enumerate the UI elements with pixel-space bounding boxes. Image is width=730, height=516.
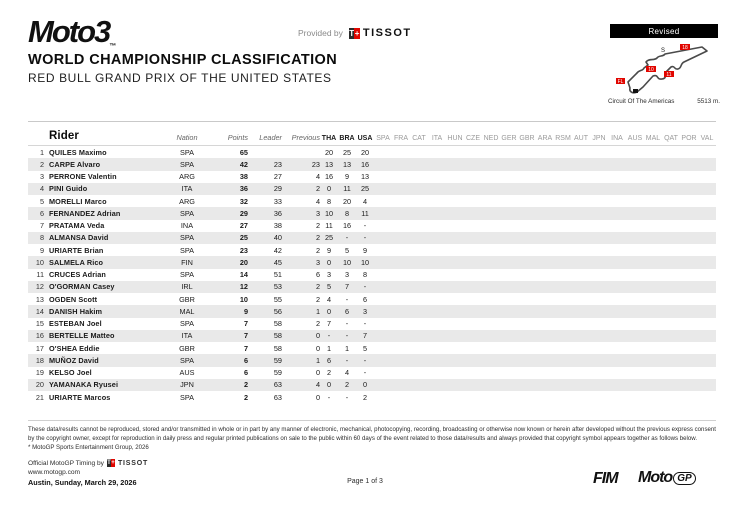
race-result-cell-bra: 2 <box>344 380 350 390</box>
race-col-hun: HUN <box>447 135 463 142</box>
pos-cell: 8 <box>39 233 44 243</box>
moto3-logo <box>28 14 116 50</box>
race-result-cell-usa: 10 <box>360 257 370 267</box>
pos-cell: 3 <box>39 172 44 182</box>
race-col-aus: AUS <box>627 135 643 142</box>
rider-name-cell: QUILES Maximo <box>49 147 107 157</box>
race-result-cell-usa: 25 <box>360 184 370 194</box>
race-result-cell-tha: - <box>327 392 331 402</box>
race-result-cell-tha: 10 <box>324 208 334 218</box>
points-cell: 7 <box>243 319 248 329</box>
rider-name-cell: PRATAMA Veda <box>49 221 105 231</box>
previous-gap-cell: 1 <box>315 306 320 316</box>
leader-gap-cell: 53 <box>273 282 282 292</box>
leader-gap-cell: 58 <box>273 331 282 341</box>
classification-table <box>28 121 716 403</box>
rider-name-cell: FERNANDEZ Adrian <box>49 208 121 218</box>
race-result-cell-bra: - <box>345 319 349 329</box>
race-result-cell-bra: 11 <box>343 184 351 194</box>
table-row <box>28 367 716 379</box>
table-row <box>28 391 716 403</box>
leader-gap-cell: 45 <box>273 257 282 267</box>
race-result-cell-tha: 3 <box>326 270 332 280</box>
race-col-usa: USA <box>357 135 373 142</box>
rider-name-cell: ALMANSA David <box>49 233 109 243</box>
race-result-cell-bra: 6 <box>344 306 350 316</box>
race-result-cell-usa: - <box>363 355 367 365</box>
rider-name-cell: O'SHEA Eddie <box>49 343 100 353</box>
race-col-val: VAL <box>700 135 714 142</box>
copyright-line: * MotoGP Sports Entertainment Group, 2026 <box>28 444 149 451</box>
race-result-cell-usa: - <box>363 368 367 378</box>
points-cell: 7 <box>243 343 248 353</box>
points-cell: 14 <box>239 270 248 280</box>
race-result-cell-bra: - <box>345 355 349 365</box>
timing-label: Official MotoGP Timing by <box>28 459 104 467</box>
points-cell: 6 <box>243 368 248 378</box>
motogp-logo <box>638 469 696 487</box>
event-date-location: Austin, Sunday, March 29, 2026 <box>28 478 137 487</box>
race-result-cell-bra: 3 <box>344 270 350 280</box>
nation-cell: ARG <box>179 196 195 206</box>
race-result-cell-bra: 7 <box>344 282 350 292</box>
rider-name-cell: MUÑOZ David <box>49 355 99 365</box>
table-row <box>28 354 716 366</box>
pos-cell: 1 <box>39 147 44 157</box>
pos-cell: 4 <box>39 184 44 194</box>
table-row <box>28 195 716 207</box>
pos-cell: 9 <box>39 245 44 255</box>
provided-by-block <box>298 27 412 39</box>
motogp-logo-moto: Moto <box>638 469 673 486</box>
points-cell: 38 <box>239 172 248 182</box>
previous-gap-cell: 2 <box>315 221 320 231</box>
page-title: WORLD CHAMPIONSHIP CLASSIFICATION <box>28 52 338 68</box>
start-label: S <box>660 48 666 54</box>
pos-cell: 16 <box>35 331 44 341</box>
race-col-ita: ITA <box>431 135 443 142</box>
race-col-mal: MAL <box>645 135 661 142</box>
track-outline <box>628 47 707 93</box>
circuit-caption <box>608 98 720 105</box>
race-result-cell-tha: 7 <box>326 319 332 329</box>
rider-name-cell: URIARTE Marcos <box>49 392 111 402</box>
rider-name-cell: DANISH Hakim <box>49 306 103 316</box>
nation-cell: SPA <box>179 159 195 169</box>
table-row <box>28 220 716 232</box>
race-col-qat: QAT <box>664 135 678 142</box>
turn-10-label: 10 <box>648 67 654 73</box>
pos-cell: 5 <box>39 196 44 206</box>
table-row <box>28 330 716 342</box>
race-result-cell-usa: 9 <box>362 245 368 255</box>
race-result-cell-bra: - <box>345 294 349 304</box>
leader-gap-cell: 59 <box>273 355 282 365</box>
nation-cell: IRL <box>181 282 193 292</box>
leader-gap-cell: 38 <box>273 221 282 231</box>
leader-gap-cell: 59 <box>273 368 282 378</box>
race-result-cell-usa: 2 <box>362 392 368 402</box>
leader-gap-cell: 56 <box>273 306 282 316</box>
race-result-cell-tha: 6 <box>326 355 332 365</box>
race-result-cell-usa: 6 <box>362 294 368 304</box>
race-result-cell-bra: 16 <box>342 221 352 231</box>
event-subtitle: RED BULL GRAND PRIX OF THE UNITED STATES <box>28 71 332 85</box>
motogp-logo-gp: GP <box>673 472 695 485</box>
header-nation: Nation <box>176 133 198 142</box>
previous-gap-cell: 4 <box>315 196 320 206</box>
table-row <box>28 207 716 219</box>
rider-name-cell: MORELLI Marco <box>49 196 107 206</box>
points-cell: 20 <box>239 257 248 267</box>
leader-gap-cell: 27 <box>273 172 282 182</box>
points-cell: 25 <box>239 233 248 243</box>
footer-divider <box>28 420 716 421</box>
pos-cell: 12 <box>35 282 44 292</box>
leader-gap-cell: 42 <box>273 245 282 255</box>
provided-by-label: Provided by <box>298 28 343 38</box>
rider-name-cell: BERTELLE Matteo <box>49 331 115 341</box>
trademark-symbol: ™ <box>109 43 117 50</box>
previous-gap-cell: 6 <box>315 270 320 280</box>
points-cell: 9 <box>243 306 248 316</box>
table-row <box>28 305 716 317</box>
leader-gap-cell: 58 <box>273 319 282 329</box>
race-result-cell-usa: 16 <box>360 159 370 169</box>
race-result-cell-usa: 20 <box>360 147 370 157</box>
race-result-cell-tha: 16 <box>324 172 334 182</box>
rider-name-cell: KELSO Joel <box>49 368 92 378</box>
race-col-rsm: RSM <box>555 135 571 142</box>
leader-gap-cell: 29 <box>273 184 282 194</box>
race-result-cell-bra: 9 <box>344 172 350 182</box>
tissot-square-icon <box>349 28 360 39</box>
points-cell: 65 <box>239 147 248 157</box>
circuit-length: 5513 m. <box>697 98 720 105</box>
previous-gap-cell: 2 <box>315 233 320 243</box>
nation-cell: GBR <box>179 294 195 304</box>
leader-gap-cell: 36 <box>273 208 282 218</box>
race-col-ina: INA <box>611 135 623 142</box>
race-result-cell-tha: - <box>327 331 331 341</box>
race-result-cell-usa: - <box>363 233 367 243</box>
rider-name-cell: YAMANAKA Ryusei <box>49 380 119 390</box>
points-cell: 32 <box>239 196 248 206</box>
nation-cell: FIN <box>181 257 193 267</box>
header-points: Points <box>227 133 248 142</box>
pos-cell: 14 <box>35 306 44 316</box>
pit-marker-icon <box>633 89 638 93</box>
race-result-cell-tha: 0 <box>326 184 332 194</box>
race-result-cell-bra: 20 <box>342 196 352 206</box>
leader-gap-cell: 58 <box>273 343 282 353</box>
table-row <box>28 183 716 195</box>
circuit-name: Circuit Of The Americas <box>608 98 675 105</box>
nation-cell: SPA <box>179 208 195 218</box>
points-cell: 10 <box>239 294 248 304</box>
points-cell: 23 <box>239 245 248 255</box>
nation-cell: SPA <box>179 392 195 402</box>
pos-cell: 19 <box>35 368 44 378</box>
leader-gap-cell: 33 <box>273 196 282 206</box>
nation-cell: SPA <box>179 233 195 243</box>
moto3-logo-text: Moto3 <box>28 14 110 49</box>
table-row <box>28 318 716 330</box>
rider-name-cell: ESTEBAN Joel <box>49 319 102 329</box>
points-cell: 12 <box>239 282 248 292</box>
pos-cell: 10 <box>35 257 44 267</box>
race-headers <box>320 135 716 142</box>
leader-gap-cell: 63 <box>273 380 282 390</box>
race-col-por: POR <box>681 135 697 142</box>
leader-gap-cell: 63 <box>273 392 282 402</box>
timing-credit <box>28 459 148 467</box>
previous-gap-cell: 3 <box>315 257 320 267</box>
pos-cell: 6 <box>39 208 44 218</box>
previous-gap-cell: 4 <box>315 172 320 182</box>
timing-brand: TISSOT <box>117 459 149 467</box>
race-result-cell-usa: 0 <box>362 380 368 390</box>
race-col-tha: THA <box>321 135 337 142</box>
race-result-cell-tha: 2 <box>326 368 332 378</box>
leader-gap-cell: 55 <box>273 294 282 304</box>
pos-cell: 2 <box>39 159 44 169</box>
pos-cell: 17 <box>35 343 44 353</box>
points-cell: 27 <box>239 221 248 231</box>
race-col-cze: CZE <box>466 135 480 142</box>
race-col-ned: NED <box>483 135 499 142</box>
table-row <box>28 269 716 281</box>
nation-cell: SPA <box>179 147 195 157</box>
race-col-cat: CAT <box>412 135 426 142</box>
rider-name-cell: CRUCES Adrian <box>49 270 106 280</box>
race-result-cell-tha: 20 <box>324 147 334 157</box>
revised-badge: Revised <box>610 24 718 38</box>
race-result-cell-bra: 4 <box>344 368 350 378</box>
turn-18-label: 18 <box>682 45 688 51</box>
previous-gap-cell: 23 <box>311 159 320 169</box>
race-col-bra: BRA <box>339 135 355 142</box>
race-result-cell-bra: - <box>345 392 349 402</box>
tissot-wordmark: TISSOT <box>362 27 412 39</box>
pos-cell: 11 <box>36 270 44 280</box>
race-result-cell-tha: 5 <box>326 282 332 292</box>
rider-name-cell: OGDEN Scott <box>49 294 98 304</box>
table-row <box>28 158 716 170</box>
pos-cell: 21 <box>35 392 44 402</box>
rider-name-cell: PERRONE Valentin <box>49 172 117 182</box>
previous-gap-cell: 2 <box>315 245 320 255</box>
tissot-square-icon-small: T + <box>107 460 115 466</box>
previous-gap-cell: 2 <box>315 282 320 292</box>
points-cell: 36 <box>239 184 248 194</box>
website-url: www.motogp.com <box>28 469 81 476</box>
race-result-cell-bra: 10 <box>342 257 352 267</box>
race-result-cell-tha: 4 <box>326 294 332 304</box>
nation-cell: SPA <box>179 355 195 365</box>
race-result-cell-tha: 0 <box>326 380 332 390</box>
leader-gap-cell: 51 <box>273 270 282 280</box>
race-result-cell-bra: 1 <box>344 343 350 353</box>
race-result-cell-usa: 3 <box>362 306 368 316</box>
table-row <box>28 379 716 391</box>
points-cell: 6 <box>243 355 248 365</box>
nation-cell: INA <box>180 221 194 231</box>
race-col-gbr: GBR <box>519 135 535 142</box>
previous-gap-cell: 0 <box>315 343 320 353</box>
previous-gap-cell: 3 <box>315 208 320 218</box>
leader-gap-cell: 40 <box>273 233 282 243</box>
race-result-cell-tha: 13 <box>324 159 334 169</box>
race-result-cell-tha: 8 <box>326 196 332 206</box>
previous-gap-cell: 2 <box>315 184 320 194</box>
race-result-cell-bra: 5 <box>344 245 350 255</box>
race-col-ger: GER <box>501 135 517 142</box>
race-col-fra: FRA <box>394 135 408 142</box>
pos-cell: 20 <box>35 380 44 390</box>
pos-cell: 15 <box>35 319 44 329</box>
nation-cell: ITA <box>181 184 193 194</box>
leader-gap-cell: 23 <box>273 159 282 169</box>
table-header-row <box>28 121 716 146</box>
race-result-cell-usa: 7 <box>362 331 368 341</box>
rider-name-cell: SALMELA Rico <box>49 257 104 267</box>
table-row <box>28 342 716 354</box>
header-previous: Previous <box>291 133 320 142</box>
nation-cell: MAL <box>179 306 195 316</box>
race-result-cell-bra: - <box>345 233 349 243</box>
previous-gap-cell: 0 <box>315 331 320 341</box>
table-row <box>28 232 716 244</box>
nation-cell: ARG <box>179 172 195 182</box>
pos-cell: 7 <box>39 221 44 231</box>
nation-cell: SPA <box>179 270 195 280</box>
table-row <box>28 244 716 256</box>
race-col-jpn: JPN <box>592 135 606 142</box>
race-result-cell-tha: 9 <box>326 245 332 255</box>
previous-gap-cell: 1 <box>315 355 320 365</box>
nation-cell: SPA <box>179 245 195 255</box>
table-row <box>28 256 716 268</box>
race-result-cell-bra: 13 <box>342 159 352 169</box>
pos-cell: 13 <box>35 294 44 304</box>
race-result-cell-tha: 25 <box>324 233 334 243</box>
race-col-aut: AUT <box>574 135 588 142</box>
table-row <box>28 146 716 158</box>
race-result-cell-usa: 4 <box>362 196 368 206</box>
circuit-track-map <box>612 42 718 96</box>
table-body <box>28 146 716 403</box>
rider-name-cell: O'GORMAN Casey <box>49 282 115 292</box>
points-cell: 2 <box>243 380 248 390</box>
legal-text: These data/results cannot be reproduced, stored and/or transmitted in whole or in part by any manner of electronic, mechanical, photocopying, recording, broadcasting or otherwise now known or herein after developed without the previous express consent by the copyright owner, except for reproduction in daily press and regular printed publications on sale to the public within 60 days of the event related to those data/results and always provided that copyright symbol appears together as follows below. <box>28 426 716 442</box>
header-rider: Rider <box>49 130 79 142</box>
header-leader: Leader <box>259 133 282 142</box>
nation-cell: ITA <box>181 331 193 341</box>
nation-cell: AUS <box>179 368 195 378</box>
points-cell: 29 <box>239 208 248 218</box>
table-row <box>28 293 716 305</box>
previous-gap-cell: 0 <box>315 392 320 402</box>
fim-logo: FIM <box>593 470 618 487</box>
race-result-cell-tha: 0 <box>326 306 332 316</box>
race-result-cell-bra: - <box>345 331 349 341</box>
tissot-logo <box>349 27 412 39</box>
points-cell: 2 <box>243 392 248 402</box>
turn-11-label: 11 <box>666 72 672 78</box>
table-row <box>28 281 716 293</box>
tissot-t: T <box>349 28 355 38</box>
previous-gap-cell: 2 <box>315 294 320 304</box>
race-result-cell-usa: 11 <box>361 208 369 218</box>
race-col-ara: ARA <box>537 135 553 142</box>
tissot-plus: + <box>354 28 360 38</box>
race-result-cell-tha: 11 <box>325 221 333 231</box>
page-indicator: Page 1 of 3 <box>347 478 383 485</box>
nation-cell: GBR <box>179 343 195 353</box>
previous-gap-cell: 0 <box>315 368 320 378</box>
rider-name-cell: URIARTE Brian <box>49 245 104 255</box>
previous-gap-cell: 4 <box>315 380 320 390</box>
nation-cell: JPN <box>180 380 194 390</box>
race-result-cell-usa: 8 <box>362 270 368 280</box>
previous-gap-cell: 2 <box>315 319 320 329</box>
race-result-cell-bra: 8 <box>344 208 350 218</box>
race-result-cell-tha: 0 <box>326 257 332 267</box>
race-result-cell-usa: 5 <box>362 343 368 353</box>
race-col-spa: SPA <box>376 135 390 142</box>
race-result-cell-usa: 13 <box>360 172 370 182</box>
race-result-cell-usa: - <box>363 319 367 329</box>
pos-cell: 18 <box>35 355 44 365</box>
race-result-cell-usa: - <box>363 221 367 231</box>
rider-name-cell: CARPE Alvaro <box>49 159 101 169</box>
points-cell: 7 <box>243 331 248 341</box>
race-result-cell-bra: 25 <box>342 147 352 157</box>
finish-line-label: FL <box>617 79 624 85</box>
table-row <box>28 171 716 183</box>
race-result-cell-usa: - <box>363 282 367 292</box>
nation-cell: SPA <box>179 319 195 329</box>
rider-name-cell: PINI Guido <box>49 184 88 194</box>
points-cell: 42 <box>239 159 248 169</box>
race-result-cell-tha: 1 <box>326 343 332 353</box>
